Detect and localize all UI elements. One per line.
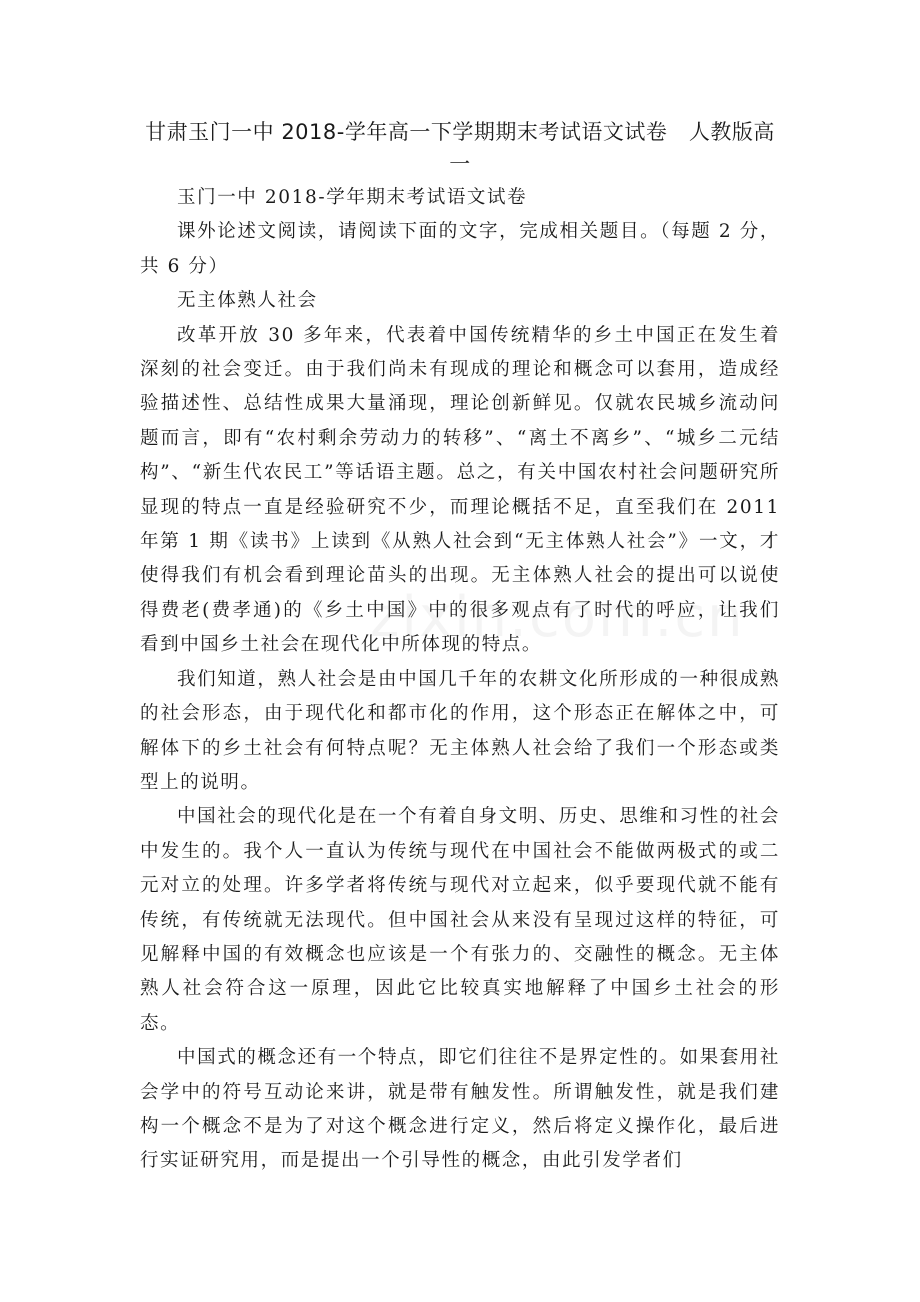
reading-instructions: 课外论述文阅读，请阅读下面的文字，完成相关题目。（每题 2 分，共 6 分） [140,221,780,277]
article-paragraph: 中国式的概念还有一个特点，即它们往往不是界定性的。如果套用社会学中的符号互动论来讲，就是带有触发性。所谓触发性，就是我们建构一个概念不是为了对这个概念进行定义，然后将定义操作化，最后进行实证研究用，而是提出一个引导性的概念，由此引发学者们 [140,1047,781,1172]
article-title: 无主体熟人社会 [177,290,318,312]
article-paragraph: 改革开放 30 多年来，代表着中国传统精华的乡土中国正在发生着深刻的社会变迁。由于我们尚未有现成的理论和概念可以套用，造成经验描述性、总结性成果大量涌现，理论创新鲜见。仅就农民城乡流动问题而言，即有“农村剩余劳动力的转移”、“离土不离乡”、“城乡二元结构”、“新生代农民工”等话语主题。总之，有关中国农村社会问题研究所显现的特点一直是经验研究不少，而理论概括不足，直至我们在 2011 年第 1 期《读书》上读到《从熟人社会到“无主体熟人社会”》一文，才使得我们有机会看到理论苗头的出现。无主体熟人社会的提出可以说使得费老(费孝通)的《乡土中国》中的很多观点有了时代的呼应，让我们看到中国乡土社会在现代化中所体现的特点。 [140,324,780,656]
article-paragraph: 中国社会的现代化是在一个有着自身文明、历史、思维和习性的社会中发生的。我个人一直认为传统与现代在中国社会不能做两极式的或二元对立的处理。许多学者将传统与现代对立起来，似乎要现代就不能有传统，有传统就无法现代。但中国社会从来没有呈现过这样的特征，可见解释中国的有效概念也应该是一个有张力的、交融性的概念。无主体熟人社会符合这一原理，因此它比较真实地解释了中国乡土社会的形态。 [140,806,781,1034]
article-paragraph: 我们知道，熟人社会是由中国几千年的农耕文化所形成的一种很成熟的社会形态，由于现代化和都市化的作用，这个形态正在解体之中，可解体下的乡土社会有何特点呢？无主体熟人社会给了我们一个形态或类型上的说明。 [140,668,781,793]
document-title: 甘肃玉门一中 2018-学年高一下学期期末考试语文试卷 人教版高一 [145,120,775,176]
exam-subtitle: 玉门一中 2018-学年期末考试语文试卷 [177,187,528,208]
document-body [140,181,780,1179]
